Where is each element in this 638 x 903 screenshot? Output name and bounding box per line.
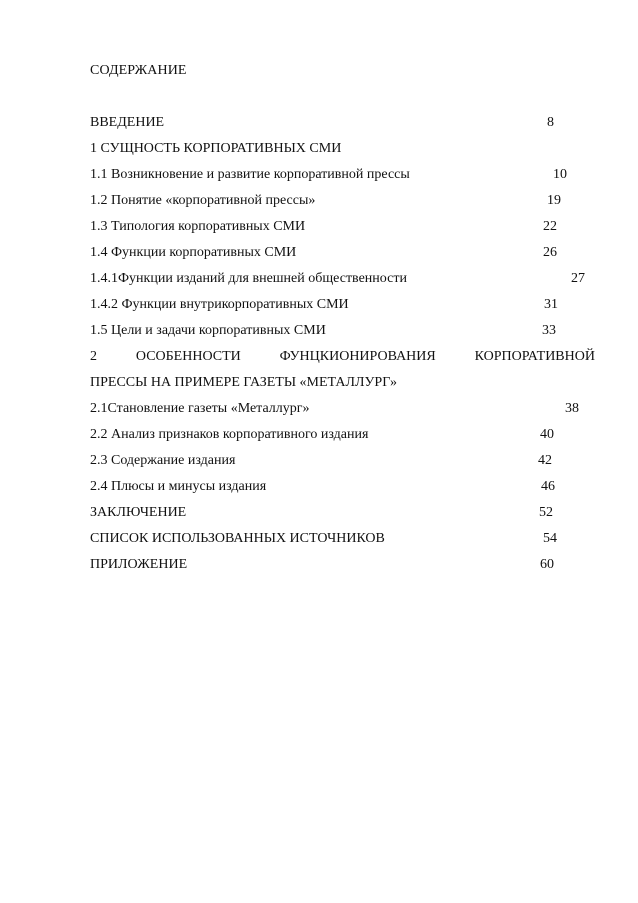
toc-entry — [90, 110, 610, 136]
toc-entry-title: ПРЕССЫ НА ПРИМЕРЕ ГАЗЕТЫ «МЕТАЛЛУРГ» — [90, 375, 397, 390]
toc-entry-word: ФУНЦКИОНИРОВАНИЯ — [279, 349, 436, 364]
toc-entry-page: 60 — [540, 557, 554, 572]
toc-entry-title: СПИСОК ИСПОЛЬЗОВАННЫХ ИСТОЧНИКОВ — [90, 531, 385, 546]
toc-entry-page: 26 — [543, 245, 557, 260]
toc-entry-page: 27 — [571, 271, 585, 286]
toc-entry — [90, 214, 610, 240]
toc-entry — [90, 370, 610, 396]
toc-entry — [90, 188, 610, 214]
toc-entry — [90, 266, 610, 292]
toc-entry-title: ВВЕДЕНИЕ — [90, 115, 165, 130]
toc-entry — [90, 474, 610, 500]
toc-entry-page: 31 — [544, 297, 558, 312]
toc-entry-page: 10 — [553, 167, 567, 182]
toc-entry-page: 19 — [547, 193, 561, 208]
toc-entry-title: 2.4 Плюсы и минусы издания — [90, 479, 267, 494]
toc-entry — [90, 422, 610, 448]
toc-entry — [90, 136, 610, 162]
toc-entry-page: 46 — [541, 479, 555, 494]
toc-entry-title: 1.4.2 Функции внутрикорпоративных СМИ — [90, 297, 349, 312]
toc-entry-page: 33 — [542, 323, 556, 338]
toc-entry — [90, 344, 610, 370]
toc-entry — [90, 526, 610, 552]
toc-entry-title: ПРИЛОЖЕНИЕ — [90, 557, 188, 572]
toc-entry-page: 8 — [547, 115, 554, 130]
toc-entry — [90, 162, 610, 188]
toc-entry-title: 1.3 Типология корпоративных СМИ — [90, 219, 306, 234]
toc-entry-title: 1.4.1Функции изданий для внешней общественности — [90, 271, 407, 286]
toc-entry — [90, 448, 610, 474]
toc-entry-word: КОРПОРАТИВНОЙ — [474, 349, 595, 364]
toc-entry-title: ЗАКЛЮЧЕНИЕ — [90, 505, 187, 520]
toc-heading: СОДЕРЖАНИЕ — [90, 63, 187, 78]
toc-entry-word: 2 — [90, 349, 97, 364]
toc-entry — [90, 318, 610, 344]
toc-entry-word: ОСОБЕННОСТИ — [135, 349, 241, 364]
toc-entry-title: 1.4 Функции корпоративных СМИ — [90, 245, 297, 260]
toc-entry-title: 1 СУЩНОСТЬ КОРПОРАТИВНЫХ СМИ — [90, 141, 342, 156]
table-of-contents — [90, 110, 610, 578]
toc-entry-title: 2.2 Анализ признаков корпоративного издания — [90, 427, 369, 442]
toc-entry — [90, 552, 610, 578]
toc-entry — [90, 292, 610, 318]
toc-entry-title: 2.3 Содержание издания — [90, 453, 236, 468]
toc-entry-page: 52 — [539, 505, 553, 520]
toc-entry — [90, 396, 610, 422]
toc-entry-page: 54 — [543, 531, 557, 546]
toc-entry-page: 22 — [543, 219, 557, 234]
toc-entry-page: 40 — [540, 427, 554, 442]
toc-entry-title: 1.2 Понятие «корпоративной прессы» — [90, 193, 316, 208]
toc-entry-page: 38 — [565, 401, 579, 416]
toc-entry-page: 42 — [538, 453, 552, 468]
toc-entry-title: 1.5 Цели и задачи корпоративных СМИ — [90, 323, 326, 338]
toc-entry — [90, 240, 610, 266]
toc-entry — [90, 500, 610, 526]
toc-entry-title: 2.1Становление газеты «Металлург» — [90, 401, 310, 416]
toc-entry-title — [90, 344, 595, 370]
toc-entry-title: 1.1 Возникновение и развитие корпоративной прессы — [90, 167, 410, 182]
